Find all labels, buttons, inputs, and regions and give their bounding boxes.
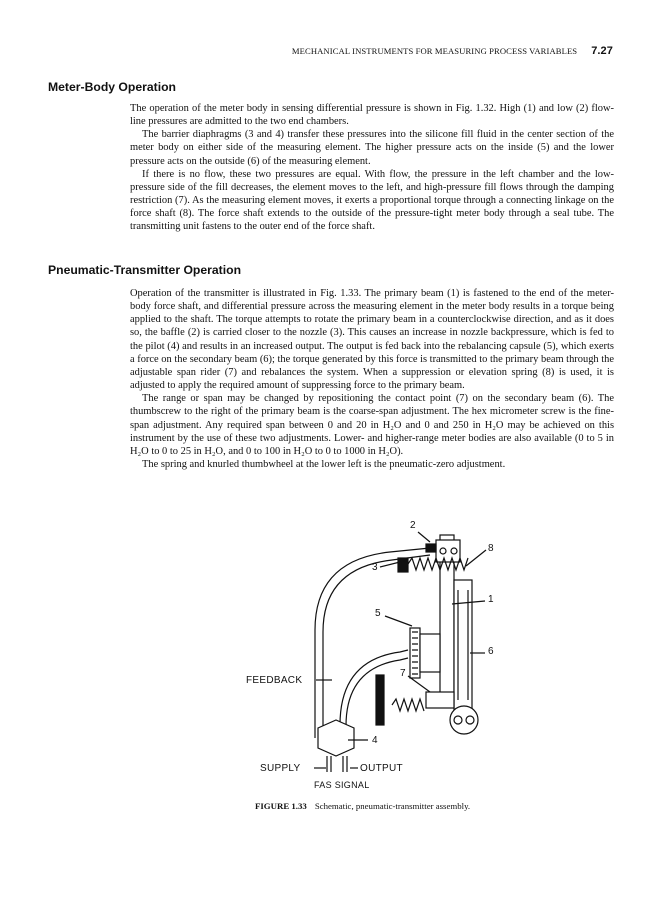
paragraph: The range or span may be changed by repositioning the contact point (7) on the secondary beam (6). The thumbscrew to the right of the primary beam is the coarse-span adjustment. The hex micrometer screw is the fine-span adjustment. Any required span between 0 and 20 in H₂O and 0 and 250 in H₂O may be achieved on this instrument by the use of these two adjustments. Lower- and higher-range meter bodies are also available (0 to 5 in H₂O to 0 to 25 in H₂O, and 0 to 100 in H₂O to 0 to 1000 in H₂O). bbox=[130, 393, 614, 457]
leader-2 bbox=[418, 532, 430, 542]
callout-1: 1 bbox=[488, 594, 494, 605]
paragraph: The operation of the meter body in sensing differential pressure is shown in Fig. 1.32. High (1) and low (2) flow-line pressures are admitted to the two end chambers. bbox=[130, 103, 614, 128]
callout-4: 4 bbox=[372, 735, 378, 746]
label-output: OUTPUT bbox=[360, 763, 403, 774]
section-heading-meter-body: Meter-Body Operation bbox=[48, 80, 176, 94]
figure-schematic bbox=[240, 520, 540, 800]
caption-text: Schematic, pneumatic-transmitter assembly. bbox=[314, 801, 471, 811]
secondary-beam-shape bbox=[454, 580, 472, 710]
page-number: 7.27 bbox=[591, 45, 613, 57]
capsule-bellows bbox=[410, 628, 420, 678]
tube-capsule-outer bbox=[340, 650, 408, 725]
leader-5 bbox=[385, 616, 412, 626]
zero-spring bbox=[392, 699, 424, 711]
span-rider-block bbox=[426, 692, 454, 708]
section-body-pneumatic-transmitter bbox=[130, 287, 614, 471]
transmitter-schematic-drawing bbox=[240, 520, 540, 800]
callout-3: 3 bbox=[372, 562, 378, 573]
label-supply: SUPPLY bbox=[260, 763, 301, 774]
callout-5: 5 bbox=[375, 608, 381, 619]
capsule-body bbox=[420, 634, 440, 672]
callout-6: 6 bbox=[488, 646, 494, 657]
label-signal: FAS SIGNAL bbox=[314, 780, 370, 790]
paragraph: If there is no flow, these two pressures are equal. With flow, the pressure in the left chamber and the low-pressure side of the fill decreases, the element moves to the left, and high-pressure fill flows through the damping restriction (7). As the measuring element moves, it exerts a proportional torque through a connecting linkage on the force shaft (8). The force shaft extends to the outside of the pressure-tight meter body through a seal tube. The transmitting unit fastens to the outer end of the force shaft. bbox=[130, 168, 614, 233]
pilot-hexagon bbox=[318, 720, 354, 756]
section-heading-pneumatic-transmitter: Pneumatic-Transmitter Operation bbox=[48, 263, 242, 277]
callout-8: 8 bbox=[488, 543, 494, 554]
section-body-meter-body bbox=[130, 102, 614, 234]
running-title: MECHANICAL INSTRUMENTS FOR MEASURING PROCESS VARIABLES bbox=[291, 46, 578, 56]
paragraph: Operation of the transmitter is illustrated in Fig. 1.33. The primary beam (1) is fastened to the end of the meter-body force shaft, and differential pressure across the measuring element in the meter body results in a torque being applied to the shaft. The torque attempts to rotate the primary beam in a counterclockwise direction, and as it does so, the baffle (2) is carried closer to the nozzle (3). This causes an increase in nozzle backpressure, which is fed to the pilot (4) and results in an increased output. The output is fed back into the rebalancing capsule (5), which exerts a force on the secondary beam (6); the torque generated by this force is transmitted to the primary beam through the adjustable span rider (7) and rebalances the system. When a suppression or elevation spring (8) is used, it is adjusted to apply the required amount of suppressing force to the primary beam. bbox=[130, 288, 615, 392]
callout-2: 2 bbox=[410, 520, 416, 531]
knurled-thumbwheel bbox=[376, 675, 384, 725]
running-header bbox=[250, 45, 613, 57]
leader-8 bbox=[466, 550, 486, 566]
callout-7: 7 bbox=[400, 668, 406, 679]
nozzle-shape bbox=[426, 544, 436, 552]
figure-caption bbox=[255, 801, 470, 811]
paragraph: The barrier diaphragms (3 and 4) transfer these pressures into the silicone fill fluid in the center section of the meter body on either side of the measuring element. The higher pressure acts on the inside (5) and the lower pressure acts on the outside (6) of the measuring element. bbox=[130, 129, 614, 167]
label-feedback: FEEDBACK bbox=[246, 675, 303, 686]
caption-figure-id: FIGURE 1.33 bbox=[255, 801, 307, 811]
paragraph: The spring and knurled thumbwheel at the lower left is the pneumatic-zero adjustment. bbox=[142, 459, 506, 471]
